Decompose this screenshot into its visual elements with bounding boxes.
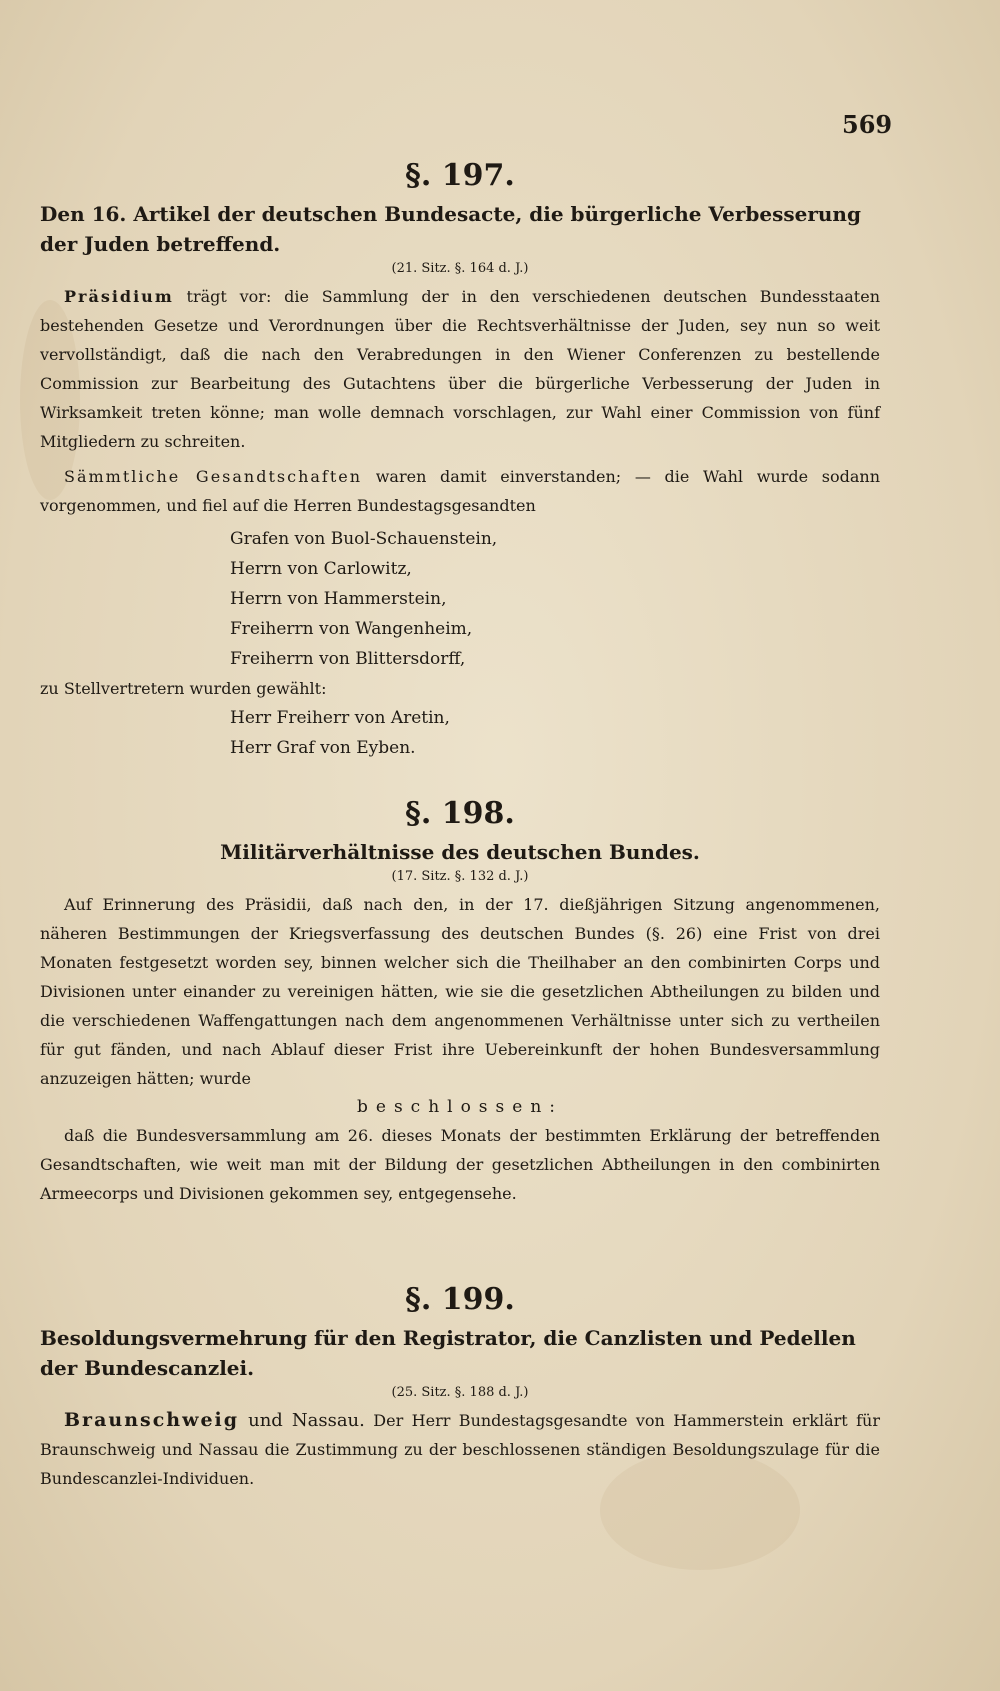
deputy-item: Herr Freiherr von Aretin, bbox=[230, 708, 450, 728]
section-reference: (21. Sitz. §. 164 d. J.) bbox=[391, 261, 529, 276]
paragraph bbox=[40, 282, 880, 456]
section-mark: §. 198. bbox=[405, 796, 515, 831]
paragraph-lead: Präsidium bbox=[64, 287, 174, 306]
section-mark: §. 197. bbox=[405, 158, 515, 193]
paragraph-text: waren damit einverstanden; — die Wahl wurde sodann vorgenommen, und fiel auf die Herren Bundestagsgesandten bbox=[40, 467, 881, 515]
paragraph: Auf Erinnerung des Präsidii, daß nach den, in der 17. dießjährigen Sitzung angenommenen, näheren Bestimmungen der Kriegsverfassung des deutschen Bundes (§. 26) eine Frist von drei Monaten festgesetzt worden sey, binnen welcher sich die Theilhaber an den combinirten Corps und Divisionen unter einander zu vereinigen hätten, wie sie die gesetzlichen Abtheilungen zu bilden und die verschiedenen Waffengattungen nach dem angenommenen Verhältnisse unter sich zu vertheilen für gut fänden, und nach Ablauf dieser Frist ihre Uebereinkunft der hohen Bundesversammlung anzuzeigen hätten; wurde bbox=[40, 895, 880, 1088]
paragraph-text: trägt vor: die Sammlung der in den verschiedenen deutschen Bundesstaaten bestehenden Gesetze und Verordnungen über die Rechtsverhältnisse der Juden, sey nun so weit vervollständigt, daß die nach den Verabredungen in den Wiener Conferenzen zu bestellende Commission zur Bearbeitung des Gutachtens über die bürgerliche Verbesserung der Juden in Wirksamkeit treten könne; man wolle demnach vorschlagen, zur Wahl einer Commission von fünf Mitgliedern zu schreiten. bbox=[40, 287, 880, 451]
member-item: Herrn von Hammerstein, bbox=[230, 589, 447, 609]
member-item: Freiherrn von Wangenheim, bbox=[230, 619, 473, 639]
paragraph-text: Der Herr Bundestagsgesandte von Hammerstein erklärt für Braunschweig und Nassau die Zustimmung zu der beschlossenen ständigen Besoldungszulage für die Bundescanzlei-Individuen. bbox=[40, 1411, 880, 1488]
paragraph: daß die Bundesversammlung am 26. dieses Monats der bestimmten Erklärung der betreffenden Gesandtschaften, wie weit man mit der Bildung der gesetzlichen Abtheilungen in den combinirten Armeecorps und Divisionen gekommen sey, entgegensehe. bbox=[40, 1126, 880, 1203]
section-199 bbox=[40, 1282, 880, 1493]
deputy-item: Herr Graf von Eyben. bbox=[230, 738, 416, 758]
deputies-intro: zu Stellvertretern wurden gewählt: bbox=[40, 679, 327, 698]
section-title: Den 16. Artikel der deutschen Bundesacte, die bürgerliche Verbesserung der Juden betreffend. bbox=[40, 202, 861, 256]
member-item: Grafen von Buol-Schauenstein, bbox=[230, 529, 498, 549]
deputy-list bbox=[40, 703, 880, 763]
member-item: Herrn von Carlowitz, bbox=[230, 559, 412, 579]
section-mark: §. 199. bbox=[405, 1282, 515, 1317]
member-list bbox=[40, 524, 880, 674]
section-reference: (17. Sitz. §. 132 d. J.) bbox=[391, 869, 529, 884]
section-197 bbox=[40, 158, 880, 763]
paragraph-lead-rest: und Nassau. bbox=[239, 1410, 365, 1431]
paragraph-lead: Sämmtliche Gesandtschaften bbox=[64, 467, 363, 486]
section-198 bbox=[40, 796, 880, 1208]
section-title: Besoldungsvermehrung für den Registrator, die Canzlisten und Pedellen der Bundescanzlei. bbox=[40, 1326, 856, 1380]
page-number: 569 bbox=[842, 110, 893, 139]
member-item: Freiherrn von Blittersdorff, bbox=[230, 649, 466, 669]
section-reference: (25. Sitz. §. 188 d. J.) bbox=[391, 1385, 529, 1400]
resolution-word: beschlossen: bbox=[357, 1097, 563, 1117]
section-title: Militärverhältnisse des deutschen Bundes. bbox=[220, 840, 700, 864]
paragraph bbox=[40, 462, 880, 520]
paragraph-lead: Braunschweig bbox=[64, 1409, 240, 1431]
paragraph bbox=[40, 1406, 880, 1493]
